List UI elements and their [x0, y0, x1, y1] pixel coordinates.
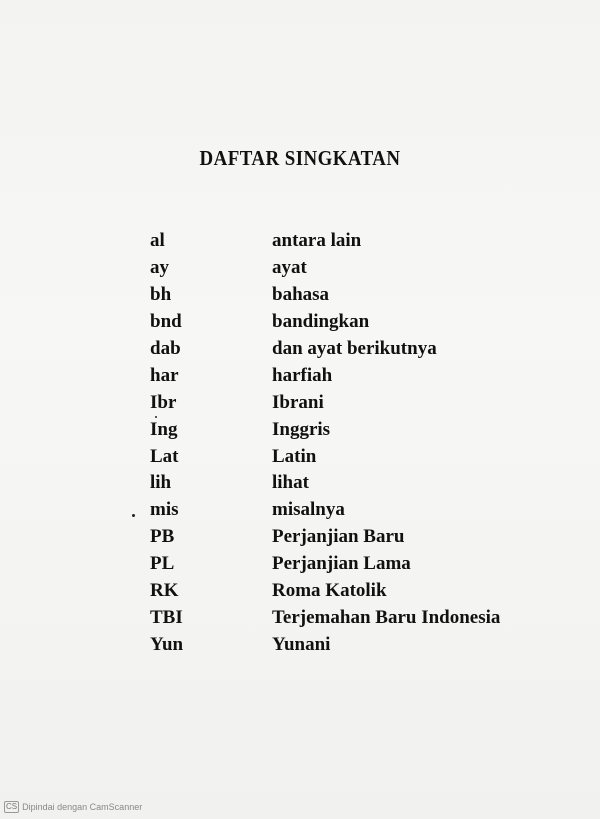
- scan-speck: [155, 416, 157, 418]
- list-item: [150, 604, 500, 631]
- page-title: DAFTAR SINGKATAN: [199, 146, 401, 170]
- list-item: [150, 336, 500, 363]
- abbreviation-meaning: Perjanjian Lama: [272, 553, 411, 575]
- abbreviation-meaning: Ibrani: [272, 391, 324, 413]
- abbreviation-meaning: lihat: [272, 472, 309, 494]
- list-item: [150, 228, 500, 255]
- abbreviation-meaning: Inggris: [272, 418, 331, 440]
- abbreviation-list: [150, 228, 500, 658]
- abbreviation: PB: [150, 526, 175, 548]
- abbreviation-meaning: bahasa: [272, 284, 330, 306]
- list-item: [150, 524, 500, 551]
- abbreviation: ay: [150, 257, 169, 279]
- list-item: [150, 362, 500, 389]
- list-item: [150, 416, 500, 443]
- abbreviation-meaning: bandingkan: [272, 311, 370, 333]
- abbreviation: dab: [150, 338, 181, 359]
- abbreviation-meaning: Latin: [272, 445, 317, 467]
- abbreviation: RK: [150, 580, 179, 602]
- camscanner-logo: CS: [6, 802, 18, 811]
- abbreviation-meaning: Terjemahan Baru Indonesia: [272, 606, 501, 628]
- list-item: [150, 282, 500, 309]
- scan-speck: [132, 514, 135, 517]
- abbreviation-meaning: dan ayat berikutnya: [272, 338, 437, 359]
- abbreviation: Ing: [150, 418, 178, 440]
- abbreviation: bh: [150, 284, 172, 306]
- abbreviation-meaning: ayat: [272, 257, 307, 279]
- abbreviation-meaning: harfiah: [272, 364, 333, 386]
- list-item: [150, 255, 500, 282]
- list-item: [150, 497, 500, 524]
- abbreviation-meaning: Roma Katolik: [272, 580, 387, 602]
- abbreviation: TBI: [150, 606, 183, 628]
- watermark-text: Dipindai dengan CamScanner: [22, 802, 143, 812]
- abbreviation: Ibr: [150, 391, 177, 413]
- abbreviation: har: [150, 364, 179, 386]
- abbreviation: Lat: [150, 445, 179, 467]
- abbreviation-meaning: misalnya: [272, 499, 345, 521]
- abbreviation: lih: [150, 472, 172, 494]
- list-item: [150, 470, 500, 497]
- abbreviation: Yun: [150, 633, 184, 655]
- abbreviation-meaning: Yunani: [272, 633, 331, 655]
- list-item: [150, 309, 500, 336]
- list-item: [150, 443, 500, 470]
- abbreviation: al: [150, 230, 165, 252]
- list-item: [150, 631, 500, 658]
- list-item: [150, 551, 500, 578]
- scanner-watermark: [4, 801, 142, 813]
- abbreviation-meaning: antara lain: [272, 230, 362, 252]
- list-item: [150, 389, 500, 416]
- list-item: [150, 578, 500, 605]
- abbreviation: mis: [150, 499, 179, 521]
- abbreviation: bnd: [150, 311, 182, 333]
- abbreviation: PL: [150, 553, 175, 575]
- abbreviation-meaning: Perjanjian Baru: [272, 526, 405, 548]
